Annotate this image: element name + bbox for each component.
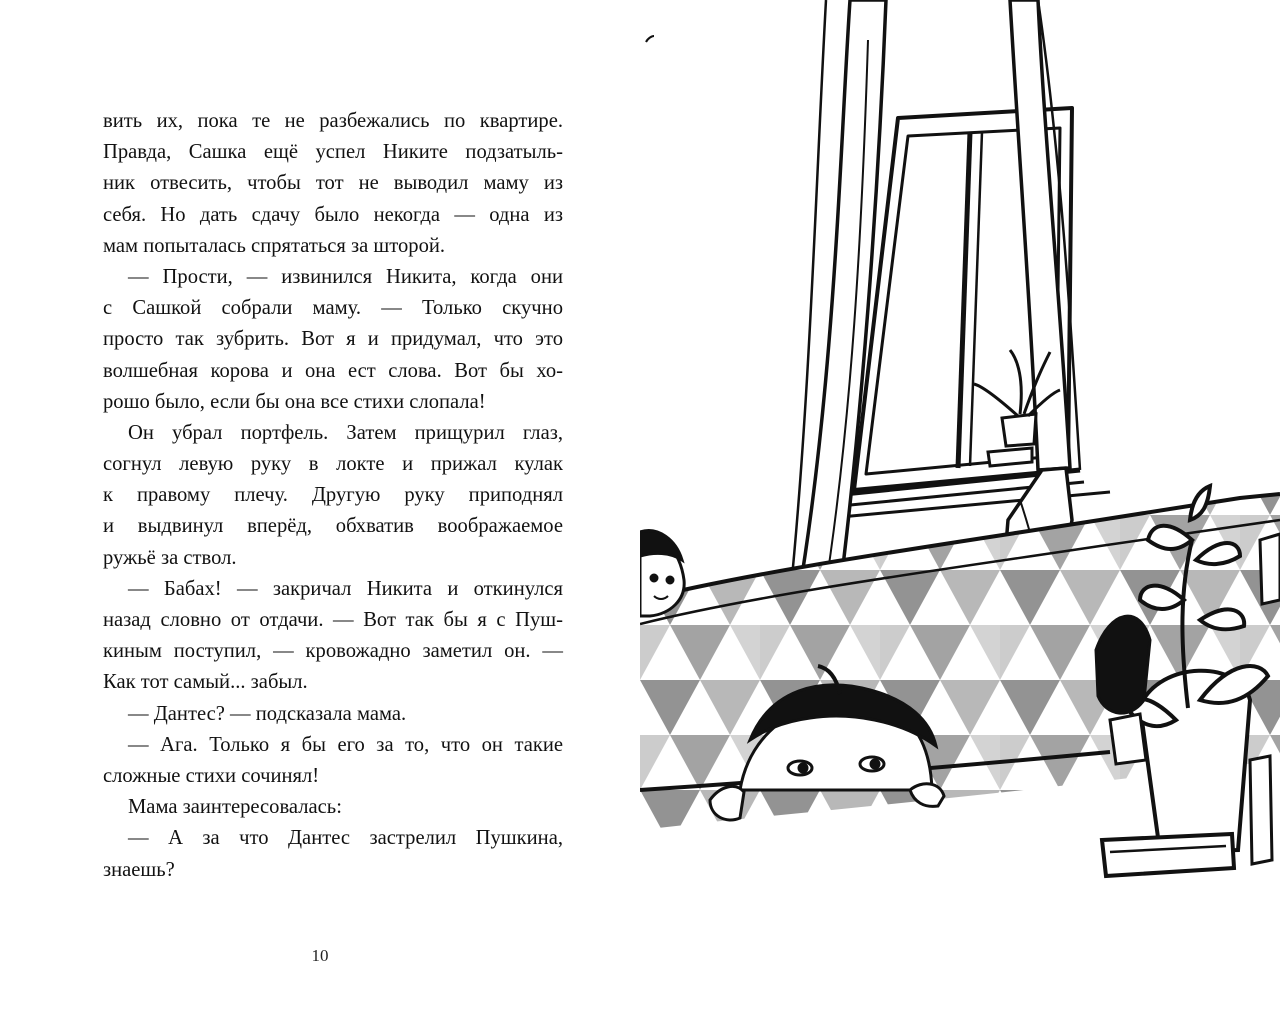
text-line: Мама заинтересовалась: xyxy=(128,796,342,819)
text-line: просто так зубрить. Вот я и придумал, что это xyxy=(103,328,563,351)
text-line: — Бабах! — закричал Никита и откинулся xyxy=(128,577,563,600)
text-line: знаешь? xyxy=(103,858,175,881)
text-line: вить их, пока те не разбежались по квартире. xyxy=(103,110,563,132)
text-line: согнул левую руку в локте и прижал кулак xyxy=(103,453,563,476)
text-line: — Ага. Только я бы его за то, что он такие xyxy=(128,733,563,756)
text-line: к правому плечу. Другую руку приподнял xyxy=(103,484,563,507)
text-line: себя. Но дать сдачу было некогда — одна из xyxy=(103,203,563,226)
text-line: Правда, Сашка ещё успел Никите подзатыль- xyxy=(103,141,563,164)
text-line: Как тот самый... забыл. xyxy=(103,671,308,694)
text-line: ник отвесить, чтобы тот не выводил маму из xyxy=(103,172,563,195)
text-line: волшебная корова и она ест слова. Вот бы хо- xyxy=(103,359,563,382)
page-number: 10 xyxy=(311,946,329,965)
right-curtain xyxy=(1000,0,1080,612)
right-page xyxy=(640,0,1280,1024)
corner-mark xyxy=(646,36,654,42)
text-line: киным поступил, — кровожадно заметил он. — xyxy=(103,640,563,663)
body-text xyxy=(103,106,563,886)
text-line: с Сашкой собрали маму. — Только скучно xyxy=(103,297,563,320)
text-line: сложные стихи сочинял! xyxy=(103,764,320,787)
text-line: — Прости, — извинился Никита, когда они xyxy=(128,265,563,288)
ink-illustration xyxy=(640,0,1280,1024)
text-line: рошо было, если бы она все стихи слопала! xyxy=(103,390,486,413)
text-line: Он убрал портфель. Затем прищурил глаз, xyxy=(128,421,563,444)
text-line: — Дантес? — подсказала мама. xyxy=(128,702,407,725)
left-peeking-child xyxy=(640,531,684,616)
text-line: мам попыталась спрятаться за шторой. xyxy=(103,234,446,257)
text-line: и выдвинул вперёд, обхватив воображаемое xyxy=(103,515,563,538)
text-line: назад словно от отдачи. — Вот так бы я с Пуш- xyxy=(103,609,563,631)
text-line: ружьё за ствол. xyxy=(103,546,237,569)
text-line: — А за что Дантес застрелил Пушкина, xyxy=(128,827,563,850)
